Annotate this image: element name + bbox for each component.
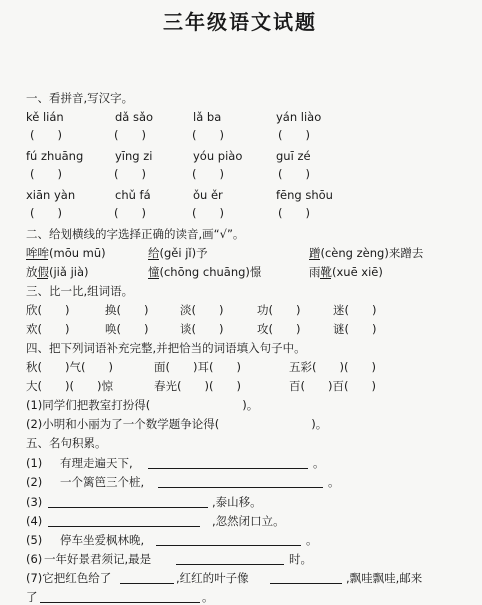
compare-item[interactable]: 淡( ) [180, 303, 224, 317]
answer-parens[interactable]: ( ) [278, 167, 310, 181]
answer-parens[interactable]: ( ) [114, 128, 146, 142]
quote-number: (6) [26, 552, 43, 566]
answer-parens[interactable]: ( ) [114, 206, 146, 220]
compare-item[interactable]: 谈( ) [180, 322, 224, 336]
target-char-underline [309, 259, 320, 260]
answer-parens[interactable]: ( ) [192, 206, 224, 220]
answer-parens[interactable]: ( ) [192, 128, 224, 142]
idiom-item[interactable]: 百( )百( ) [289, 379, 376, 393]
quote-text: 一个篱笆三个桩, [60, 475, 145, 489]
quote-blank[interactable] [158, 487, 323, 488]
sentence-fill[interactable]: (2)小明和小丽为了一个数学题争论得( )。 [26, 417, 328, 431]
section-5-heading: 五、名句积累。 [26, 436, 107, 450]
answer-parens[interactable]: ( ) [192, 167, 224, 181]
sentence-fill[interactable]: (1)同学们把教室打扮得( )。 [26, 398, 259, 412]
pinyin: chǔ fá [115, 188, 151, 202]
idiom-item[interactable]: 大( )( )惊 [26, 379, 113, 393]
answer-parens[interactable]: ( ) [30, 206, 62, 220]
pinyin: guī zé [276, 149, 311, 163]
quote-number: (2) [26, 475, 43, 489]
quote-text: 。 [202, 590, 214, 604]
pinyin: yóu piào [193, 149, 243, 163]
answer-parens[interactable]: ( ) [278, 206, 310, 220]
quote-text: 。 [328, 475, 340, 489]
quote-text: 时。 [289, 552, 312, 566]
compare-item[interactable]: 欣( ) [26, 303, 70, 317]
compare-item[interactable]: 攻( ) [257, 322, 301, 336]
compare-item[interactable]: 欢( ) [26, 322, 70, 336]
pronunciation-choice[interactable]: 憧(chōng chuāng)憬 [148, 265, 262, 279]
idiom-item[interactable]: 五彩( )( ) [289, 360, 376, 374]
compare-item[interactable]: 功( ) [257, 303, 301, 317]
section-2-heading: 二、给划横线的字选择正确的读音,画“√”。 [26, 227, 245, 241]
quote-text: ,泰山移。 [212, 495, 262, 509]
pinyin: kě lián [26, 110, 64, 124]
pinyin: lǎ ba [193, 110, 222, 124]
target-char-underline [37, 278, 48, 279]
quote-blank[interactable] [40, 602, 200, 603]
pinyin: xiān yàn [26, 188, 76, 202]
pinyin: fú zhuāng [26, 149, 84, 163]
compare-item[interactable]: 换( ) [105, 303, 149, 317]
quote-text: 。 [313, 456, 325, 470]
quote-blank[interactable] [176, 564, 284, 565]
quote-text: ,飘哇飘哇,邮来 [346, 571, 423, 585]
quote-blank[interactable] [270, 583, 342, 584]
pronunciation-choice[interactable]: 蹭(cèng zèng)来蹭去 [309, 246, 424, 260]
quote-text: 。 [306, 533, 318, 547]
compare-item[interactable]: 迷( ) [333, 303, 377, 317]
target-char-underline [148, 278, 159, 279]
compare-item[interactable]: 谜( ) [333, 322, 377, 336]
section-3-heading: 三、比一比,组词语。 [26, 284, 134, 298]
pronunciation-choice[interactable]: 给(gěi jǐ)予 [148, 246, 208, 260]
quote-blank[interactable] [120, 583, 174, 584]
idiom-item[interactable]: 春光( )( ) [154, 379, 241, 393]
answer-parens[interactable]: ( ) [30, 128, 62, 142]
quote-text: 了 [26, 590, 38, 604]
quote-blank[interactable] [148, 468, 308, 469]
pinyin: yán liào [276, 110, 322, 124]
answer-parens[interactable]: ( ) [114, 167, 146, 181]
quote-number: (5) [26, 533, 43, 547]
answer-parens[interactable]: ( ) [30, 167, 62, 181]
quote-text: (7)它把红色给了 [26, 571, 112, 585]
section-1-heading: 一、看拼音,写汉字。 [26, 91, 134, 105]
quote-number: (4) [26, 514, 43, 528]
quote-number: (3) [26, 495, 43, 509]
quote-text: 停车坐爱枫林晚, [60, 533, 145, 547]
target-char-underline [148, 259, 159, 260]
section-4-heading: 四、把下列词语补充完整,并把恰当的词语填入句子中。 [26, 341, 306, 355]
target-char-underline [320, 278, 331, 279]
idiom-item[interactable]: 面( )耳( ) [154, 360, 241, 374]
quote-number: (1) [26, 456, 43, 470]
quote-text: 有理走遍天下, [60, 456, 133, 470]
quote-text: ,红红的叶子像 [176, 571, 249, 585]
quote-blank[interactable] [48, 507, 208, 508]
quote-text: ,忽然闭口立。 [212, 514, 285, 528]
pinyin: fēng shōu [276, 188, 333, 202]
pronunciation-choice[interactable]: 哞哞(mōu mū) [26, 246, 106, 260]
pinyin: dǎ sǎo [115, 110, 154, 124]
answer-parens[interactable]: ( ) [278, 128, 310, 142]
page-title: 三年级语文试题 [163, 10, 317, 34]
target-char-underline [26, 259, 48, 260]
idiom-item[interactable]: 秋( )气( ) [26, 360, 113, 374]
pinyin: yīng zi [115, 149, 153, 163]
quote-blank[interactable] [156, 545, 301, 546]
quote-text: 一年好景君须记,最是 [44, 552, 152, 566]
pinyin: ǒu ěr [193, 188, 223, 202]
quote-blank[interactable] [48, 526, 200, 527]
compare-item[interactable]: 唤( ) [105, 322, 149, 336]
pronunciation-choice[interactable]: 放假(jiǎ jià) [26, 265, 89, 279]
pronunciation-choice[interactable]: 雨靴(xuē xiē) [309, 265, 383, 279]
